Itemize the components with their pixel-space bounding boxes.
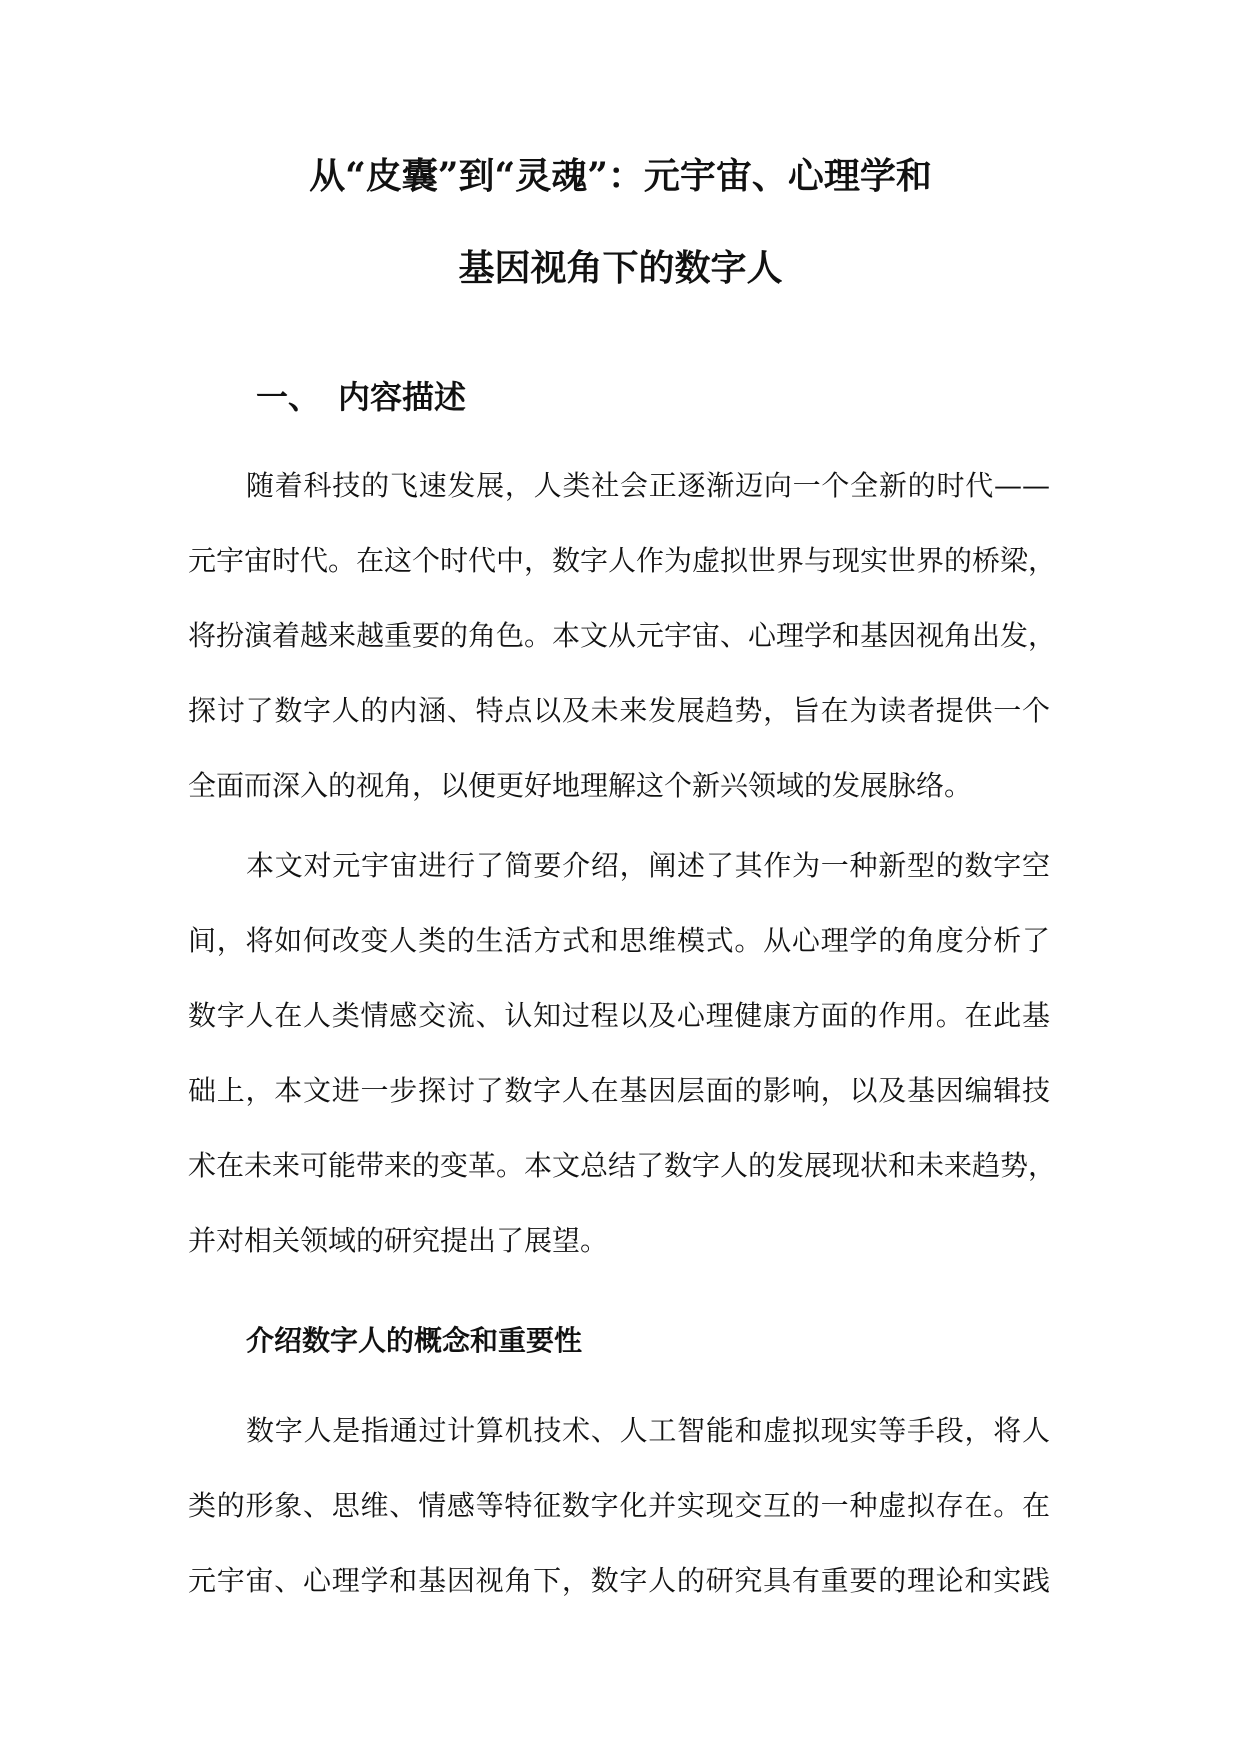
paragraph-line: 探讨了数字人的内涵、特点以及未来发展趋势，旨在为读者提供一个 <box>188 694 1050 727</box>
paragraph-line: 元宇宙时代。在这个时代中，数字人作为虚拟世界与现实世界的桥梁， <box>188 544 1057 577</box>
subsection-heading: 介绍数字人的概念和重要性 <box>246 1324 583 1357</box>
paragraph-line: 随着科技的飞速发展，人类社会正逐渐迈向一个全新的时代—— <box>246 469 1050 502</box>
paragraph-line: 本文对元宇宙进行了简要介绍，阐述了其作为一种新型的数字空 <box>246 849 1050 882</box>
document-title-line-2: 基因视角下的数字人 <box>458 247 783 289</box>
section-title: 内容描述 <box>338 378 467 416</box>
document-title-line-1: 从“皮囊”到“灵魂”：元宇宙、心理学和 <box>309 155 932 197</box>
paragraph-line: 数字人是指通过计算机技术、人工智能和虚拟现实等手段，将人 <box>246 1414 1050 1447</box>
paragraph-line: 类的形象、思维、情感等特征数字化并实现交互的一种虚拟存在。在 <box>188 1489 1050 1522</box>
paragraph-line: 间，将如何改变人类的生活方式和思维模式。从心理学的角度分析了 <box>188 924 1050 957</box>
section-heading <box>256 375 466 419</box>
paragraph-line: 并对相关领域的研究提出了展望。 <box>188 1224 609 1257</box>
paragraph-line: 全面而深入的视角，以便更好地理解这个新兴领域的发展脉络。 <box>188 769 973 802</box>
paragraph-line: 将扮演着越来越重要的角色。本文从元宇宙、心理学和基因视角出发， <box>188 619 1057 652</box>
paragraph-line: 数字人在人类情感交流、认知过程以及心理健康方面的作用。在此基 <box>188 999 1050 1032</box>
paragraph-line: 元宇宙、心理学和基因视角下，数字人的研究具有重要的理论和实践 <box>188 1564 1050 1597</box>
paragraph-line: 术在未来可能带来的变革。本文总结了数字人的发展现状和未来趋势， <box>188 1149 1057 1182</box>
paragraph-line: 础上，本文进一步探讨了数字人在基因层面的影响，以及基因编辑技 <box>188 1074 1050 1107</box>
section-number: 一、 <box>256 378 321 416</box>
